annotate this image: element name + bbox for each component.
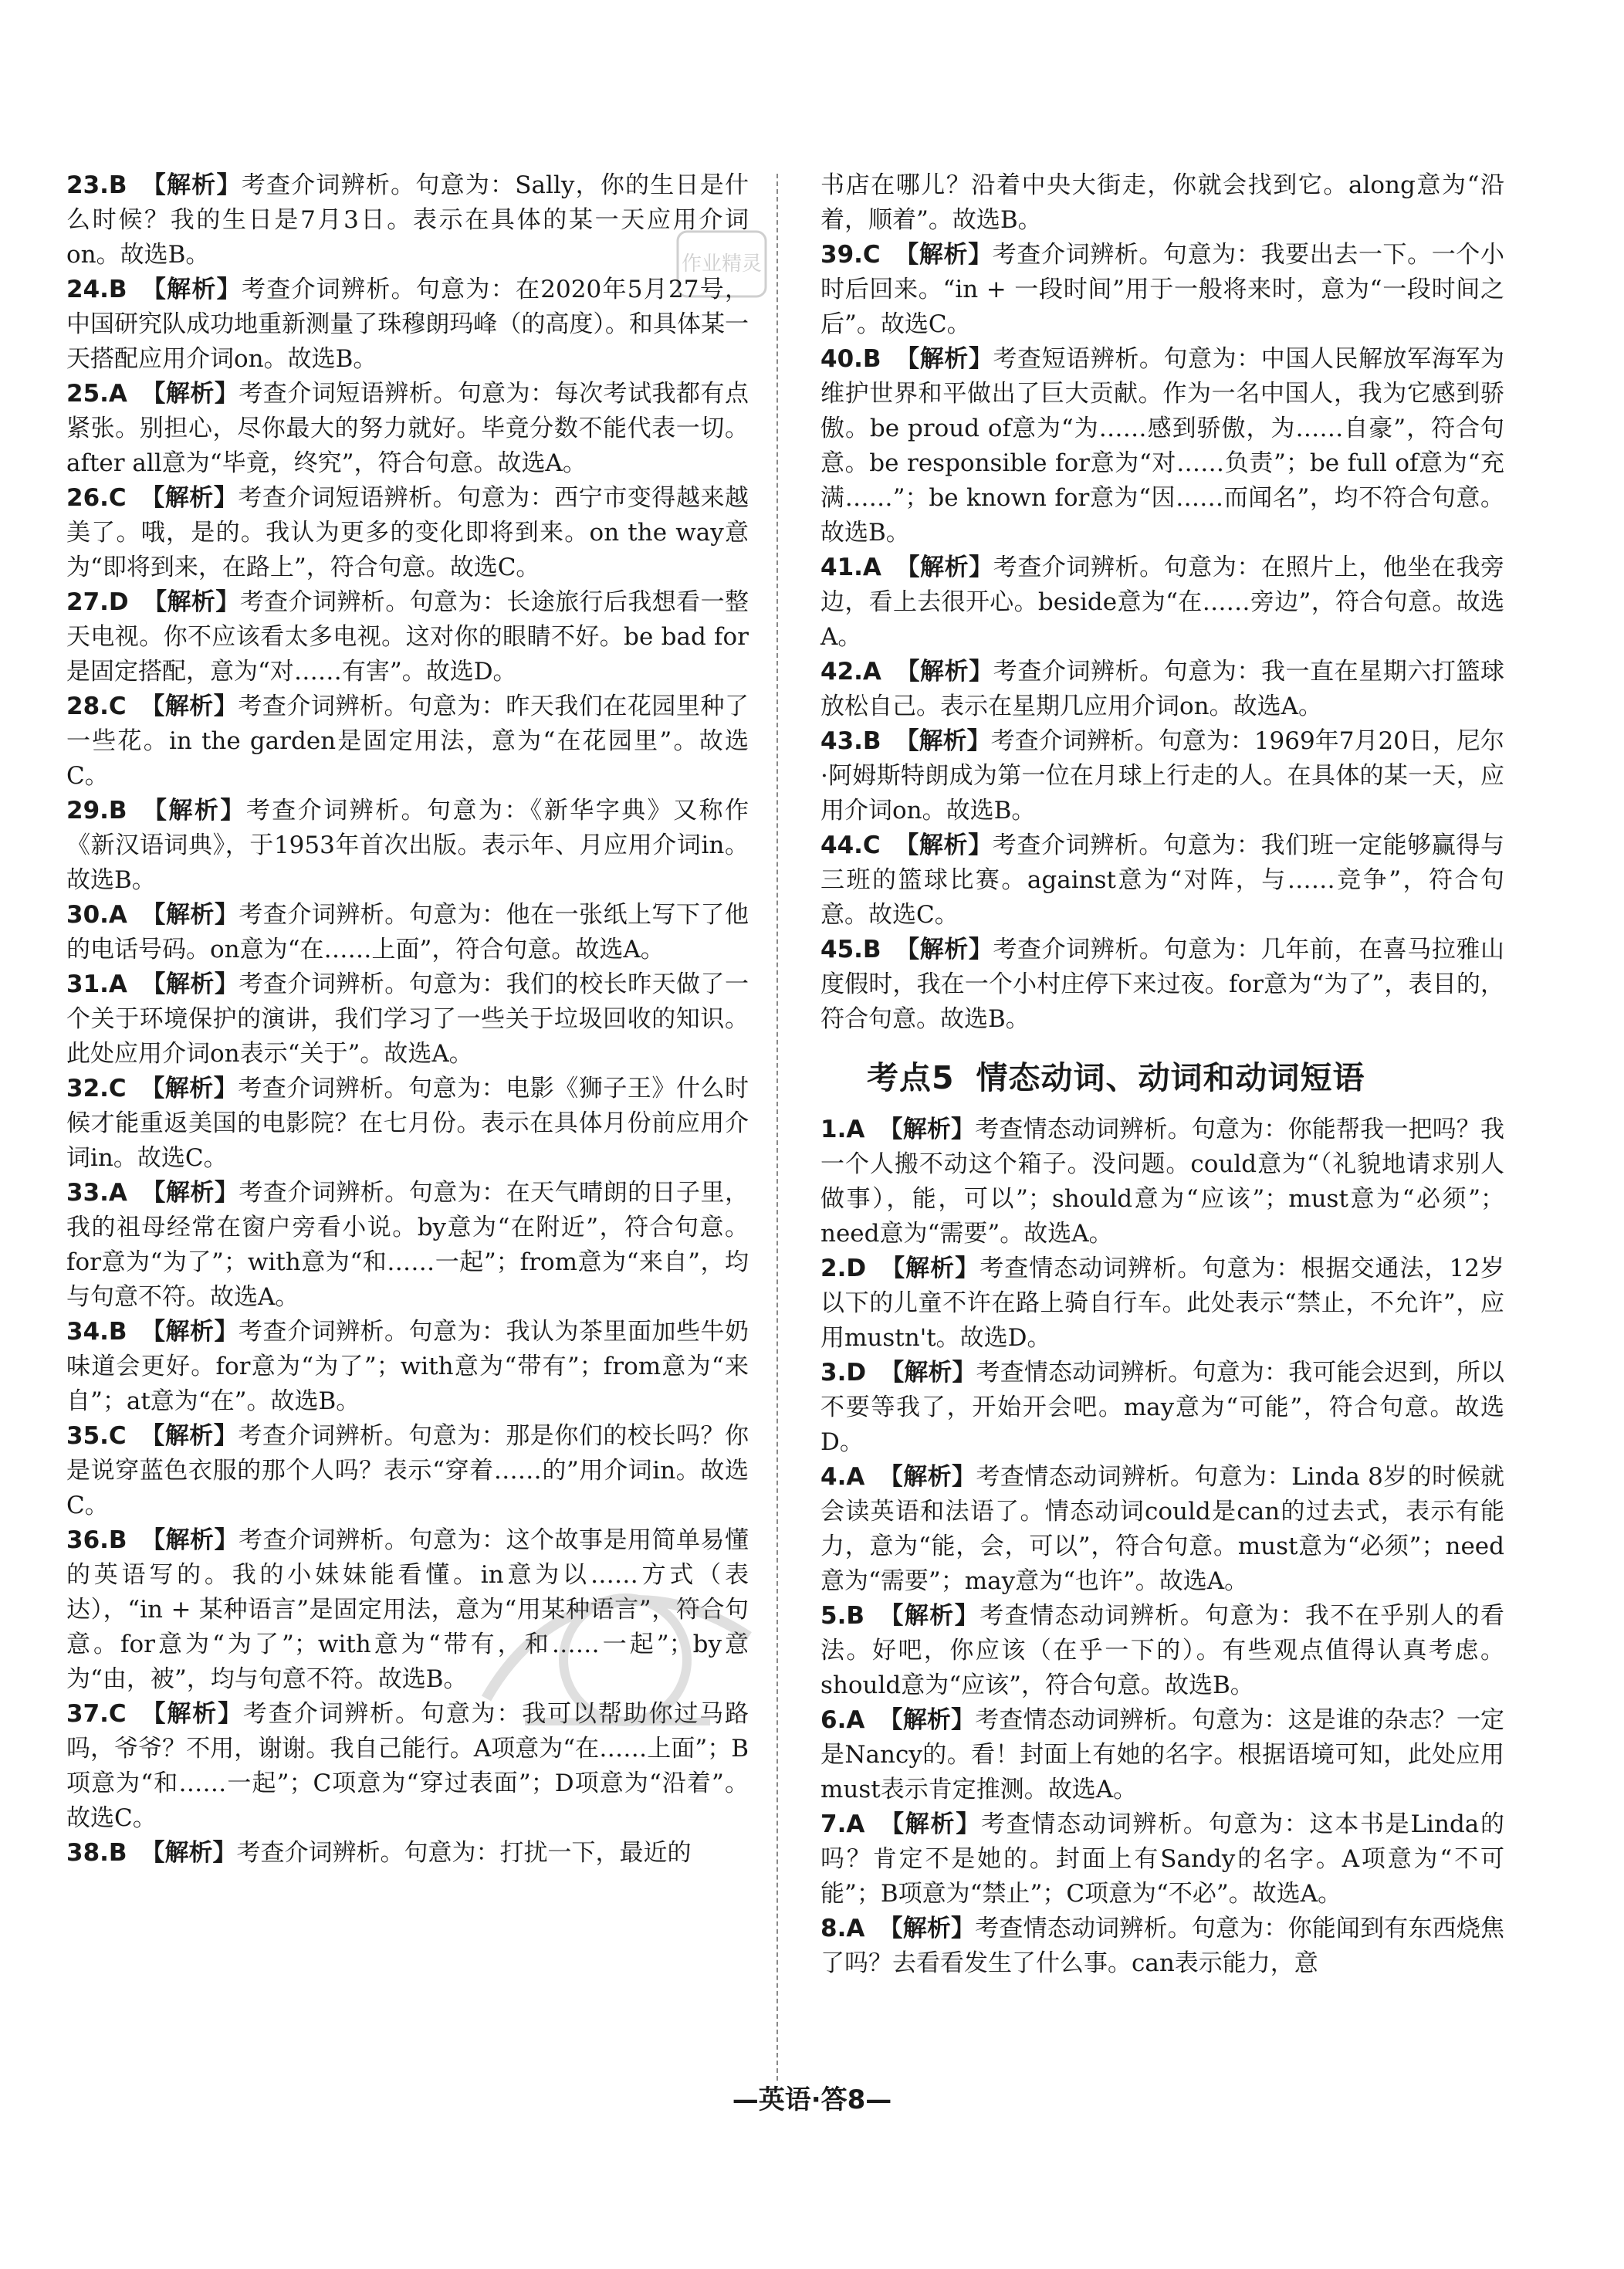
- answer-entry: [820, 1807, 1504, 1912]
- analysis-tag: 【解析】: [878, 1915, 976, 1942]
- analysis-tag: 【解析】: [895, 658, 993, 686]
- analysis-tag: 【解析】: [140, 901, 239, 929]
- analysis-text: 考查情态动词辨析。句意为：Linda 8岁的时候就会读英语和法语了。情态动词could是can的过去式，表示有能力，意为“能，会，可以”，符合句意。must意为“必须”；need意为“需要”；may意为“也许”。故选A。: [820, 1463, 1505, 1595]
- answer-number: 35.C: [66, 1422, 127, 1450]
- answer-number: 31.A: [66, 970, 127, 998]
- left-column: [66, 168, 749, 1871]
- answer-number: 7.A: [820, 1810, 865, 1838]
- answer-entry: [66, 967, 749, 1072]
- answer-entry: [820, 724, 1504, 828]
- answer-number: 23.B: [66, 171, 127, 199]
- answer-entry: [66, 1419, 749, 1523]
- analysis-text: 考查介词辨析。句意为：他在一张纸上写下了他的电话号码。on意为“在……上面”，符合句意。故选A。: [66, 901, 749, 963]
- analysis-tag: 【解析】: [895, 936, 993, 963]
- answer-number: 42.A: [820, 658, 881, 686]
- answer-number: 33.A: [66, 1179, 127, 1207]
- analysis-tag: 【解析】: [140, 380, 239, 408]
- answer-number: 5.B: [820, 1602, 864, 1630]
- analysis-tag: 【解析】: [894, 241, 993, 269]
- answer-entry: [66, 1315, 749, 1419]
- analysis-tag: 【解析】: [140, 693, 239, 720]
- section-title: 情态动词、动词和动词短语: [976, 1059, 1365, 1096]
- analysis-text: 考查介词辨析。句意为：我们班一定能够赢得与三班的篮球比赛。against意为“对阵，与……竞争”，符合句意。故选C。: [820, 831, 1505, 929]
- analysis-text: 考查介词辨析。句意为：打扰一下，最近的: [236, 1839, 692, 1867]
- answer-entry: [66, 273, 749, 377]
- analysis-text: 考查介词辨析。句意为：我们的校长昨天做了一个关于环境保护的演讲，我们学习了一些关于垃圾回收的知识。此处应用介词on表示“关于”。故选A。: [66, 970, 749, 1068]
- answer-entry: [820, 550, 1504, 655]
- answer-entry: [66, 585, 749, 689]
- answer-number: 45.B: [820, 936, 881, 963]
- answer-number: 44.C: [820, 831, 881, 859]
- analysis-text: 考查介词辨析。句意为：电影《狮子王》什么时候才能重返美国的电影院？在七月份。表示在具体月份前应用介词in。故选C。: [66, 1075, 749, 1172]
- analysis-text: 考查介词短语辨析。句意为：每次考试我都有点紧张。别担心，尽你最大的努力就好。毕竟分数不能代表一切。after all意为“毕竟，终究”，符合句意。故选A。: [66, 380, 749, 477]
- analysis-text: 考查情态动词辨析。句意为：这本书是Linda的吗？肯定不是她的。封面上有Sandy的名字。A项意为“不可能”；B项意为“禁止”；C项意为“不必”。故选A。: [820, 1810, 1505, 1908]
- right-column-top-entries: [820, 168, 1504, 1037]
- analysis-text: 考查情态动词辨析。句意为：我不在乎别人的看法。好吧，你应该（在乎一下的）。有些观点值得认真考虑。should意为“应该”，符合句意。故选B。: [820, 1602, 1504, 1699]
- answer-entry: [66, 1072, 749, 1176]
- analysis-tag: 【解析】: [880, 1255, 980, 1282]
- section-label: 考点5: [867, 1059, 955, 1096]
- answer-number: 40.B: [820, 345, 881, 373]
- answer-number: 36.B: [66, 1526, 127, 1554]
- answer-entry: [820, 1356, 1504, 1460]
- analysis-text: 考查介词辨析。句意为：我要出去一下。一个小时后回来。“in + 一段时间”用于一般将来时，意为“一段时间之后”。故选C。: [820, 241, 1505, 338]
- analysis-text: 考查介词辨析。句意为：昨天我们在花园里种了一些花。in the garden是固定用法，意为“在花园里”。故选C。: [66, 693, 749, 790]
- analysis-text: 考查介词辨析。句意为：在2020年5月27号，中国研究队成功地重新测量了珠穆朗玛峰（的高度）。和具体某一天搭配应用介词on。故选B。: [66, 276, 749, 373]
- answer-number: 30.A: [66, 901, 127, 929]
- answer-entry: [820, 342, 1504, 550]
- answer-number: 37.C: [66, 1700, 127, 1728]
- answer-entry: [820, 933, 1504, 1037]
- analysis-tag: 【解析】: [140, 1422, 239, 1450]
- analysis-text: 考查介词辨析。句意为：那是你们的校长吗？你是说穿蓝色衣服的那个人吗？表示“穿着……的”用介词in。故选C。: [66, 1422, 749, 1519]
- analysis-tag: 【解析】: [895, 345, 993, 373]
- answer-number: 4.A: [820, 1463, 865, 1491]
- analysis-text: 考查介词辨析。句意为：1969年7月20日，尼尔·阿姆斯特朗成为第一位在月球上行走的人。在具体的某一天，应用介词on。故选B。: [820, 727, 1505, 825]
- analysis-text: 考查介词短语辨析。句意为：西宁市变得越来越美了。哦，是的。我认为更多的变化即将到来。on the way意为“即将到来，在路上”，符合句意。故选C。: [66, 484, 749, 581]
- analysis-tag: 【解析】: [140, 1839, 237, 1867]
- answer-entry: [66, 1523, 749, 1697]
- analysis-tag: 【解析】: [894, 831, 993, 859]
- answer-number: 24.B: [66, 276, 127, 303]
- answer-entry: [820, 1112, 1504, 1251]
- answer-number: 3.D: [820, 1359, 867, 1387]
- analysis-text: 考查介词辨析。句意为：我认为茶里面加些牛奶味道会更好。for意为“为了”；with意为“带有”；from意为“来自”；at意为“在”。故选B。: [66, 1318, 749, 1415]
- analysis-tag: 【解析】: [880, 1359, 976, 1387]
- analysis-text: 考查介词辨析。句意为：我一直在星期六打篮球放松自己。表示在星期几应用介词on。故选A。: [820, 658, 1505, 720]
- analysis-tag: 【解析】: [878, 1810, 982, 1838]
- answer-number: 25.A: [66, 380, 127, 408]
- answer-number: 43.B: [820, 727, 881, 755]
- analysis-text: 考查情态动词辨析。句意为：我可能会迟到，所以不要等我了，开始开会吧。may意为“可能”，符合句意。故选D。: [820, 1359, 1505, 1456]
- answer-entry: [66, 1697, 749, 1836]
- analysis-tag: 【解析】: [140, 276, 242, 303]
- analysis-tag: 【解析】: [140, 1075, 239, 1102]
- analysis-tag: 【解析】: [895, 554, 993, 581]
- analysis-tag: 【解析】: [878, 1706, 976, 1734]
- column-divider: [776, 174, 778, 2081]
- analysis-text: 考查情态动词辨析。句意为：这是谁的杂志？一定是Nancy的。看！封面上有她的名字。根据语境可知，此处应用must表示肯定推测。故选A。: [820, 1706, 1505, 1803]
- section-heading: [820, 1051, 1504, 1105]
- analysis-text: 考查介词辨析。句意为：在天气晴朗的日子里，我的祖母经常在窗户旁看小说。by意为“在附近”，符合句意。for意为“为了”；with意为“和……一起”；from意为“来自”，均与句意不符。故选A。: [66, 1179, 749, 1311]
- analysis-text: 考查介词辨析。句意为：几年前，在喜马拉雅山度假时，我在一个小村庄停下来过夜。for意为“为了”，表目的，符合句意。故选B。: [820, 936, 1504, 1033]
- answer-entry: [66, 1836, 749, 1871]
- analysis-tag: 【解析】: [140, 171, 242, 199]
- analysis-tag: 【解析】: [142, 588, 240, 616]
- answer-number: 28.C: [66, 693, 127, 720]
- right-column-bottom-entries: [820, 1112, 1504, 1981]
- answer-entry: [820, 168, 1504, 238]
- answer-number: 39.C: [820, 241, 881, 269]
- answer-number: 2.D: [820, 1255, 867, 1282]
- analysis-tag: 【解析】: [140, 1526, 239, 1554]
- analysis-tag: 【解析】: [140, 1179, 239, 1207]
- answer-entry: [820, 1251, 1504, 1356]
- answer-entry: [66, 898, 749, 967]
- answer-entry: [66, 1176, 749, 1315]
- answer-number: 32.C: [66, 1075, 127, 1102]
- analysis-tag: 【解析】: [140, 970, 239, 998]
- analysis-text: 考查情态动词辨析。句意为：你能帮我一把吗？我一个人搬不动这个箱子。没问题。could意为“（礼貌地请求别人做事），能，可以”；should意为“应该”；must意为“必须”；need意为“需要”。故选A。: [820, 1116, 1505, 1248]
- answer-entry: [66, 689, 749, 794]
- answer-number: 26.C: [66, 484, 127, 512]
- answer-entry: [820, 1599, 1504, 1703]
- answer-entry: [820, 655, 1504, 724]
- analysis-text: 考查介词辨析。句意为：我可以帮助你过马路吗，爷爷？不用，谢谢。我自己能行。A项意为“在……上面”；B项意为“和……一起”；C项意为“穿过表面”；D项意为“沿着”。故选C。: [66, 1700, 749, 1832]
- page-footer: —英语·答8—: [732, 2084, 892, 2115]
- analysis-text: 考查介词辨析。句意为：在照片上，他坐在我旁边，看上去很开心。beside意为“在……旁边”，符合句意。故选A。: [820, 554, 1505, 651]
- svg-text:作业精灵: 作业精灵: [681, 252, 763, 276]
- answer-entry: [66, 794, 749, 898]
- answer-number: 38.B: [66, 1839, 127, 1867]
- analysis-text: 考查介词辨析。句意为：长途旅行后我想看一整天电视。你不应该看太多电视。这对你的眼睛不好。be bad for是固定搭配，意为“对……有害”。故选D。: [66, 588, 749, 686]
- answer-entry: [820, 828, 1504, 933]
- answer-number: 8.A: [820, 1915, 865, 1942]
- answer-entry: [820, 1912, 1504, 1981]
- analysis-text: 书店在哪儿？沿着中央大街走，你就会找到它。along意为“沿着，顺着”。故选B。: [820, 171, 1504, 234]
- answer-number: 41.A: [820, 554, 881, 581]
- answer-entry: [820, 1703, 1504, 1807]
- analysis-tag: 【解析】: [895, 727, 991, 755]
- analysis-text: 考查介词辨析。句意为：《新华字典》又称作《新汉语词典》，于1953年首次出版。表示年、月应用介词in。故选B。: [66, 797, 749, 894]
- answer-entry: [820, 238, 1504, 342]
- answer-number: 1.A: [820, 1116, 865, 1143]
- answer-number: 6.A: [820, 1706, 865, 1734]
- analysis-tag: 【解析】: [878, 1463, 976, 1491]
- answer-entry: [66, 377, 749, 481]
- answer-number: 27.D: [66, 588, 129, 616]
- answer-entry: [820, 1460, 1504, 1599]
- analysis-tag: 【解析】: [878, 1116, 976, 1143]
- analysis-text: 考查情态动词辨析。句意为：你能闻到有东西烧焦了吗？去看看发生了什么事。can表示能力，意: [820, 1915, 1505, 1977]
- analysis-text: 考查介词辨析。句意为：这个故事是用简单易懂的英语写的。我的小妹妹能看懂。in意为以……方式（表达），“in + 某种语言”是固定用法，意为“用某种语言”，符合句意。for意为“为了”；with意为“带有，和……一起”；by意为“由，被”，均与句意不符。故选B。: [66, 1526, 749, 1693]
- answer-number: 29.B: [66, 797, 127, 825]
- analysis-tag: 【解析】: [140, 1700, 243, 1728]
- analysis-tag: 【解析】: [140, 797, 246, 825]
- answer-entry: [66, 168, 749, 273]
- analysis-text: 考查情态动词辨析。句意为：根据交通法，12岁以下的儿童不许在路上骑自行车。此处表示“禁止，不允许”，应用mustn't。故选D。: [820, 1255, 1504, 1352]
- right-column: [820, 168, 1504, 1981]
- analysis-tag: 【解析】: [140, 1318, 239, 1346]
- answer-number: 34.B: [66, 1318, 127, 1346]
- answer-entry: [66, 481, 749, 585]
- analysis-tag: 【解析】: [140, 484, 239, 512]
- analysis-text: 考查介词辨析。句意为：Sally，你的生日是什么时候？我的生日是7月3日。表示在具体的某一天应用介词on。故选B。: [66, 171, 749, 269]
- analysis-text: 考查短语辨析。句意为：中国人民解放军海军为维护世界和平做出了巨大贡献。作为一名中国人，我为它感到骄傲。be proud of意为“为……感到骄傲，为……自豪”，符合句意。be responsible for意为“对……负责”；be full of意为“充满……”；be known for意为“因……而闻名”，均不符合句意。故选B。: [820, 345, 1504, 547]
- analysis-tag: 【解析】: [878, 1602, 980, 1630]
